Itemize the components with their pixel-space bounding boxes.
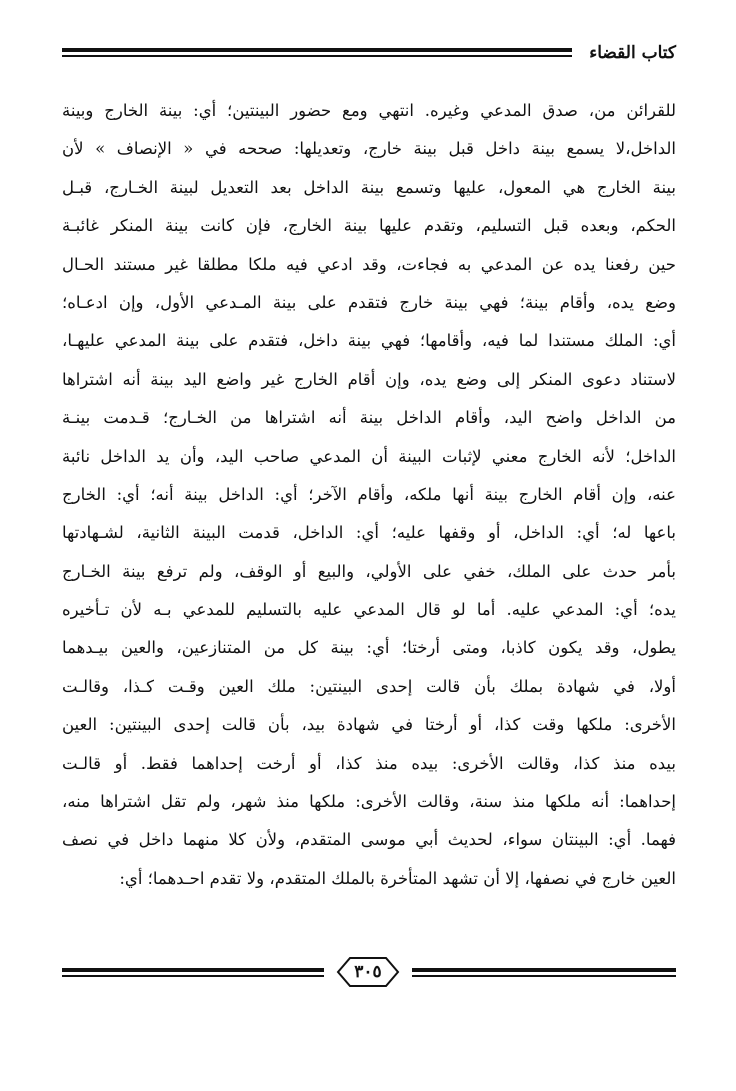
text-line: فهما. أي: البينتان سواء، لحديث أبي موسى المتقدم، ولأن كلا منهما داخل في نصف: [62, 830, 676, 850]
text-line: بأمر حدث على الملك، خفي على الأولي، والبيع أو الوقف، ولم ترفع بينة الخـارج: [62, 561, 676, 581]
text-line: الأخرى: ملكها وقت كذا، أو أرختا في شهادة بيد، بأن قالت إحدى البينتين: العين: [62, 715, 676, 735]
text-line: الداخل،لا يسمع بينة داخل قبل بينة خارج، وتعديلها: صححه في « الإنصاف » لأن: [62, 139, 676, 159]
page-footer: [62, 954, 676, 990]
text-line: الداخل؛ لأنه الخارج معني لإثبات البينة أن المدعي صاحب اليد، وأن يد الداخل نائبة: [62, 446, 676, 466]
footer-divider-right: [412, 968, 676, 978]
text-line: الحكم، وبعده قبل التسليم، وتقدم عليها بينة الخارج، فإن كانت بينة المنكر غائبـة: [62, 216, 676, 236]
chapter-title: كتاب القضاء: [589, 43, 676, 63]
text-line: لاستناد دعوى المنكر إلى وضع يده، وإن أقام الخارج غير واضع اليد بينة أنه اشتراها: [62, 369, 676, 389]
page-number: ٣٠٥: [354, 962, 382, 982]
text-line: عنه، وإن أقام الخارج بينة أنها ملكه، وأقام الآخر؛ أي: الداخل بينة أنه؛ أي: الخارج: [62, 484, 676, 504]
body-text: [62, 92, 676, 898]
text-line: إحداهما: أنه ملكها منذ سنة، وقالت الأخرى: ملكها منذ شهر، ولم تقل اشتراها منه،: [62, 792, 676, 812]
text-line: بينة الخارج هي المعول، عليها وتسمع بينة الداخل بعد التعديل لبينة الخـارج، قبـل: [62, 177, 676, 197]
page-header: [62, 38, 676, 68]
text-line: حين رفعنا يده عن المدعي به فجاءت، وقد ادعي فيه ملكا مطلقا غير مستند الحـال: [62, 254, 676, 274]
text-line: يده؛ أي: المدعي عليه. أما لو قال المدعي عليه بالتسليم للمدعي بـه لأن تـأخيره: [62, 600, 676, 620]
text-line: باعها له؛ أي: الداخل، أو وقفها عليه؛ أي: الداخل، قدمت البينة الثانية، لشـهادتها: [62, 523, 676, 543]
text-line: العين خارج في نصفها، إلا أن تشهد المتأخرة بالملك المتقدم، ولا تقدم احـدهما؛ أي:: [119, 868, 676, 888]
header-divider: [62, 48, 572, 58]
text-line: يطول، وقد يكون كاذبا، ومتى أرختا؛ أي: بينة كل من المتنازعين، والعين بيـدهما: [62, 638, 676, 658]
text-line: أولا، في شهادة بملك بأن قالت إحدى البينتين: ملك العين وقـت كـذا، وقالـت: [62, 676, 676, 696]
text-line: من الداخل واضح اليد، وأقام الداخل بينة أنه اشتراها من الخـارج؛ قـدمت بينـة: [62, 408, 676, 428]
text-line: وضع يده، وأقام بينة؛ فهي بينة خارج فتقدم على بينة المـدعي الأول، وإن ادعـاه؛: [62, 292, 676, 312]
footer-divider-left: [62, 968, 324, 978]
text-line: بيده منذ كذا، وقالت الأخرى: بيده منذ كذا، أو أرخت إحداهما فقط. أو قالـت: [62, 753, 676, 773]
page-number-badge: [324, 954, 412, 990]
text-line: أي: الملك مستندا لما فيه، وأقامها؛ فهي بينة داخل، فتقدم على بينة المدعي عليهـا،: [62, 331, 676, 351]
text-line: للقرائن من، صدق المدعي وغيره. انتهي ومع حضور البينتين؛ أي: بينة الخارج وبينة: [62, 101, 676, 120]
